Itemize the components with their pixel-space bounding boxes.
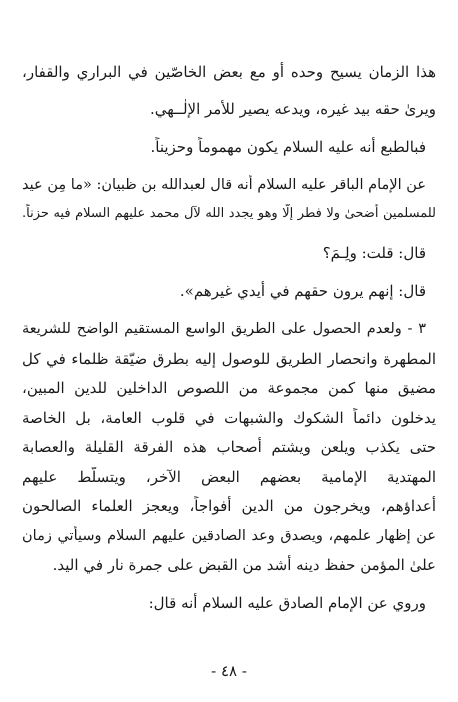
text-line: وروي عن الإمام الصادق عليه السلام أنه قال: (148, 594, 426, 612)
text-line: للمسلمين أضحىٰ ولا فطر إلّا وهو يجدد الله لآل محمد عليهم السلام فيه حزناً. (22, 206, 436, 221)
text-line: المطهرة وانحصار الطريق للوصول إليه بطرق ضيّقة ظلماء في كل (22, 350, 436, 368)
text-line: يدخلون دائماً الشكوك والشبهات في قلوب العامة، بل الخاصة (22, 409, 436, 427)
text-line: قال: إنهم يرون حقهم في أيدي غيرهم». (179, 282, 426, 300)
text-line: حتى يكذب ويلعن ويشتم أصحاب هذه الفرقة القليلة والعصابة (22, 438, 436, 456)
text-line: هذا الزمان يسيح وحده أو مع بعض الخاصّين في البراري والقفار، (22, 63, 436, 81)
text-line: عن إظهار علمهم، ويصدق وعد الصادقين عليهم السلام وسيأتي زمان (22, 528, 436, 544)
text-line: مضيق منها كمن مجموعة من اللصوص الداخلين للدين المبين، (22, 379, 436, 397)
text-line: المهتدية الإمامية بعضهم البعض الآخر، ويتسلّط عليهم (22, 468, 436, 486)
text-line: علىٰ المؤمن حفظ دينه أشد من القبض على جمرة نار في اليد. (52, 556, 436, 574)
text-line: قال: قلت: ولِـمَ؟ (322, 244, 426, 262)
text-line: أعداؤهم، ويخرجون من الدين أفواجاً، ويعجز العلماء الصالحون (22, 497, 436, 515)
text-line: ٣ - ولعدم الحصول على الطريق الواسع المستقيم الواضح للشريعة (22, 321, 426, 337)
text-line: ويرىٰ حقه بيد غيره، ويدعه يصير للأمر الإلٰــهي. (149, 100, 436, 118)
page-number: - ٤٨ - (211, 662, 247, 680)
text-line: عن الإمام الباقر عليه السلام أنه قال لعبدالله بن ظبيان: «ما مِن عيد (22, 177, 426, 193)
text-line: فبالطبع أنه عليه السلام يكون مهموماً وحزيناً. (150, 138, 426, 156)
